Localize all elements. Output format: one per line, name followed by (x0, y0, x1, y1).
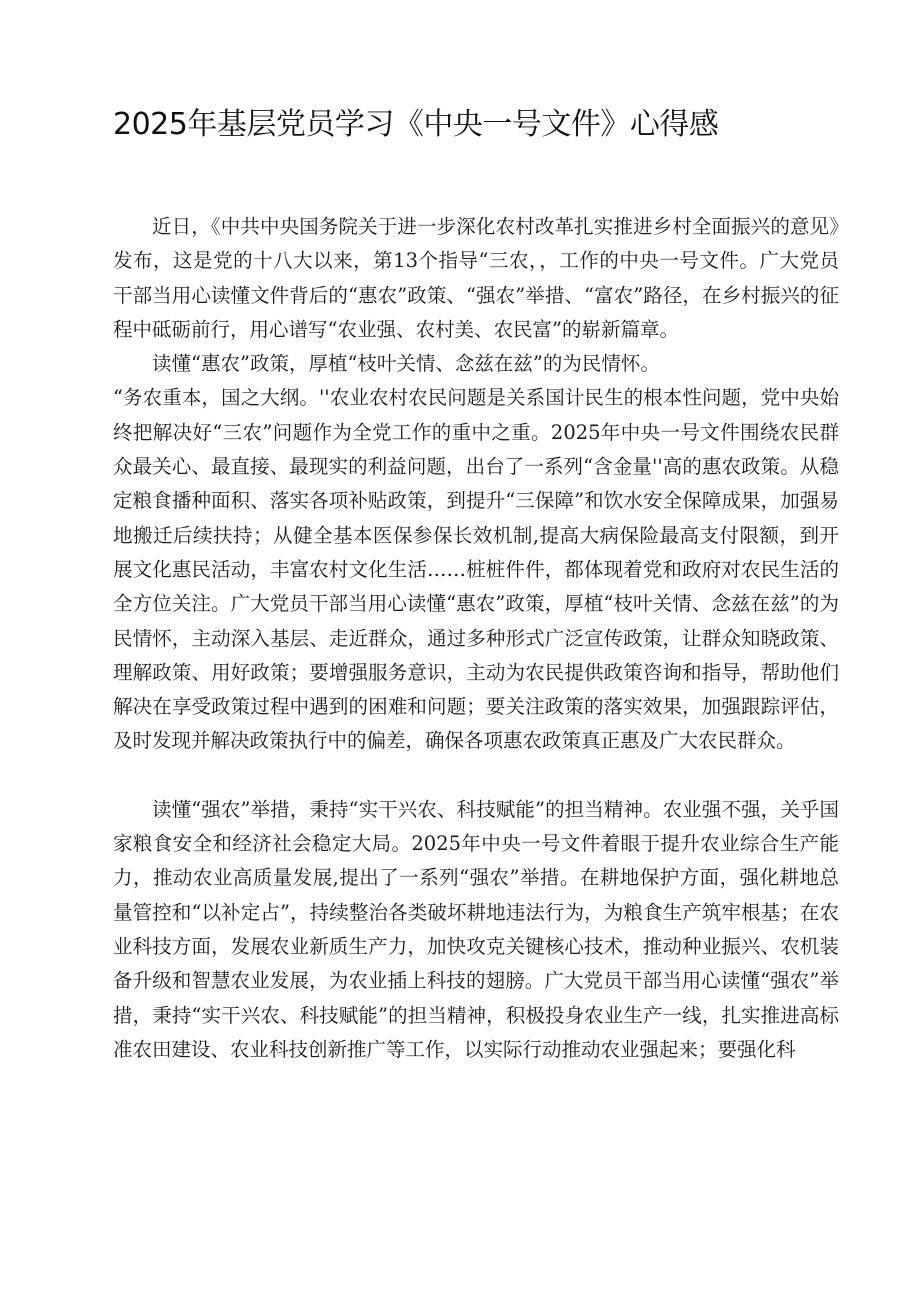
document-body (113, 210, 839, 1067)
huinong-paragraph: “务农重本，国之大纲。''农业农村农民问题是关系国计民生的根本性问题，党中央始终把解决好“三农”问题作为全党工作的重中之重。2025年中央一号文件围绕农民群众最关心、最直接、最现实的利益问题，出台了一系列“含金量''高的惠农政策。从稳定粮食播种面积、落实各项补贴政策，到提升“三保障”和饮水安全保障成果，加强易地搬迁后续扶持；从健全基本医保参保长效机制,提高大病保险最高支付限额，到开展文化惠民活动，丰富农村文化生活……桩桩件件，都体现着党和政府对农民生活的全方位关注。广大党员干部当用心读懂“惠农”政策，厚植“枝叶关情、念兹在兹”的为民情怀，主动深入基层、走近群众，通过多种形式广泛宣传政策，让群众知晓政策、理解政策、用好政策；要增强服务意识，主动为农民提供政策咨询和指导，帮助他们解决在享受政策过程中遇到的困难和问题；要关注政策的落实效果，加强跟踪评估，及时发现并解决政策执行中的偏差，确保各项惠农政策真正惠及广大农民群众。 (113, 386, 839, 753)
section-heading-huinong: 读懂“惠农”政策，厚植“枝叶关情、念兹在兹”的为民情怀。 (152, 352, 660, 376)
intro-paragraph: 近日，《中共中央国务院关于进一步深化农村改革扎实推进乡村全面振兴的意见》发布，这是党的十八大以来，第13个指导“三农，，工作的中央一号文件。广大党员干部当用心读懂文件背后的“惠农”政策、“强农”举措、“富农”路径，在乡村振兴的征程中砥砺前行，用心谱写“农业强、农村美、农民富”的崭新篇章。 (113, 215, 839, 341)
document-title: 2025年基层党员学习《中央一号文件》心得感 (113, 107, 719, 142)
qiangnong-paragraph: 读懂“强农”举措，秉持“实干兴农、科技赋能”的担当精神。农业强不强，关乎国家粮食安全和经济社会稳定大局。2025年中央一号文件着眼于提升农业综合生产能力，推动农业高质量发展,提出了一系列“强农”举措。在耕地保护方面，强化耕地总量管控和“以补定占”，持续整治各类破坏耕地违法行为，为粮食生产筑牢根基；在农业科技方面，发展农业新质生产力，加快攻克关键核心技术，推动种业振兴、农机装备升级和智慧农业发展，为农业插上科技的翅膀。广大党员干部当用心读懂“强农”举措，秉持“实干兴农、科技赋能”的担当精神，积极投身农业生产一线，扎实推进高标准农田建设、农业科技创新推广等工作，以实际行动推动农业强起来；要强化科 (113, 797, 839, 1061)
